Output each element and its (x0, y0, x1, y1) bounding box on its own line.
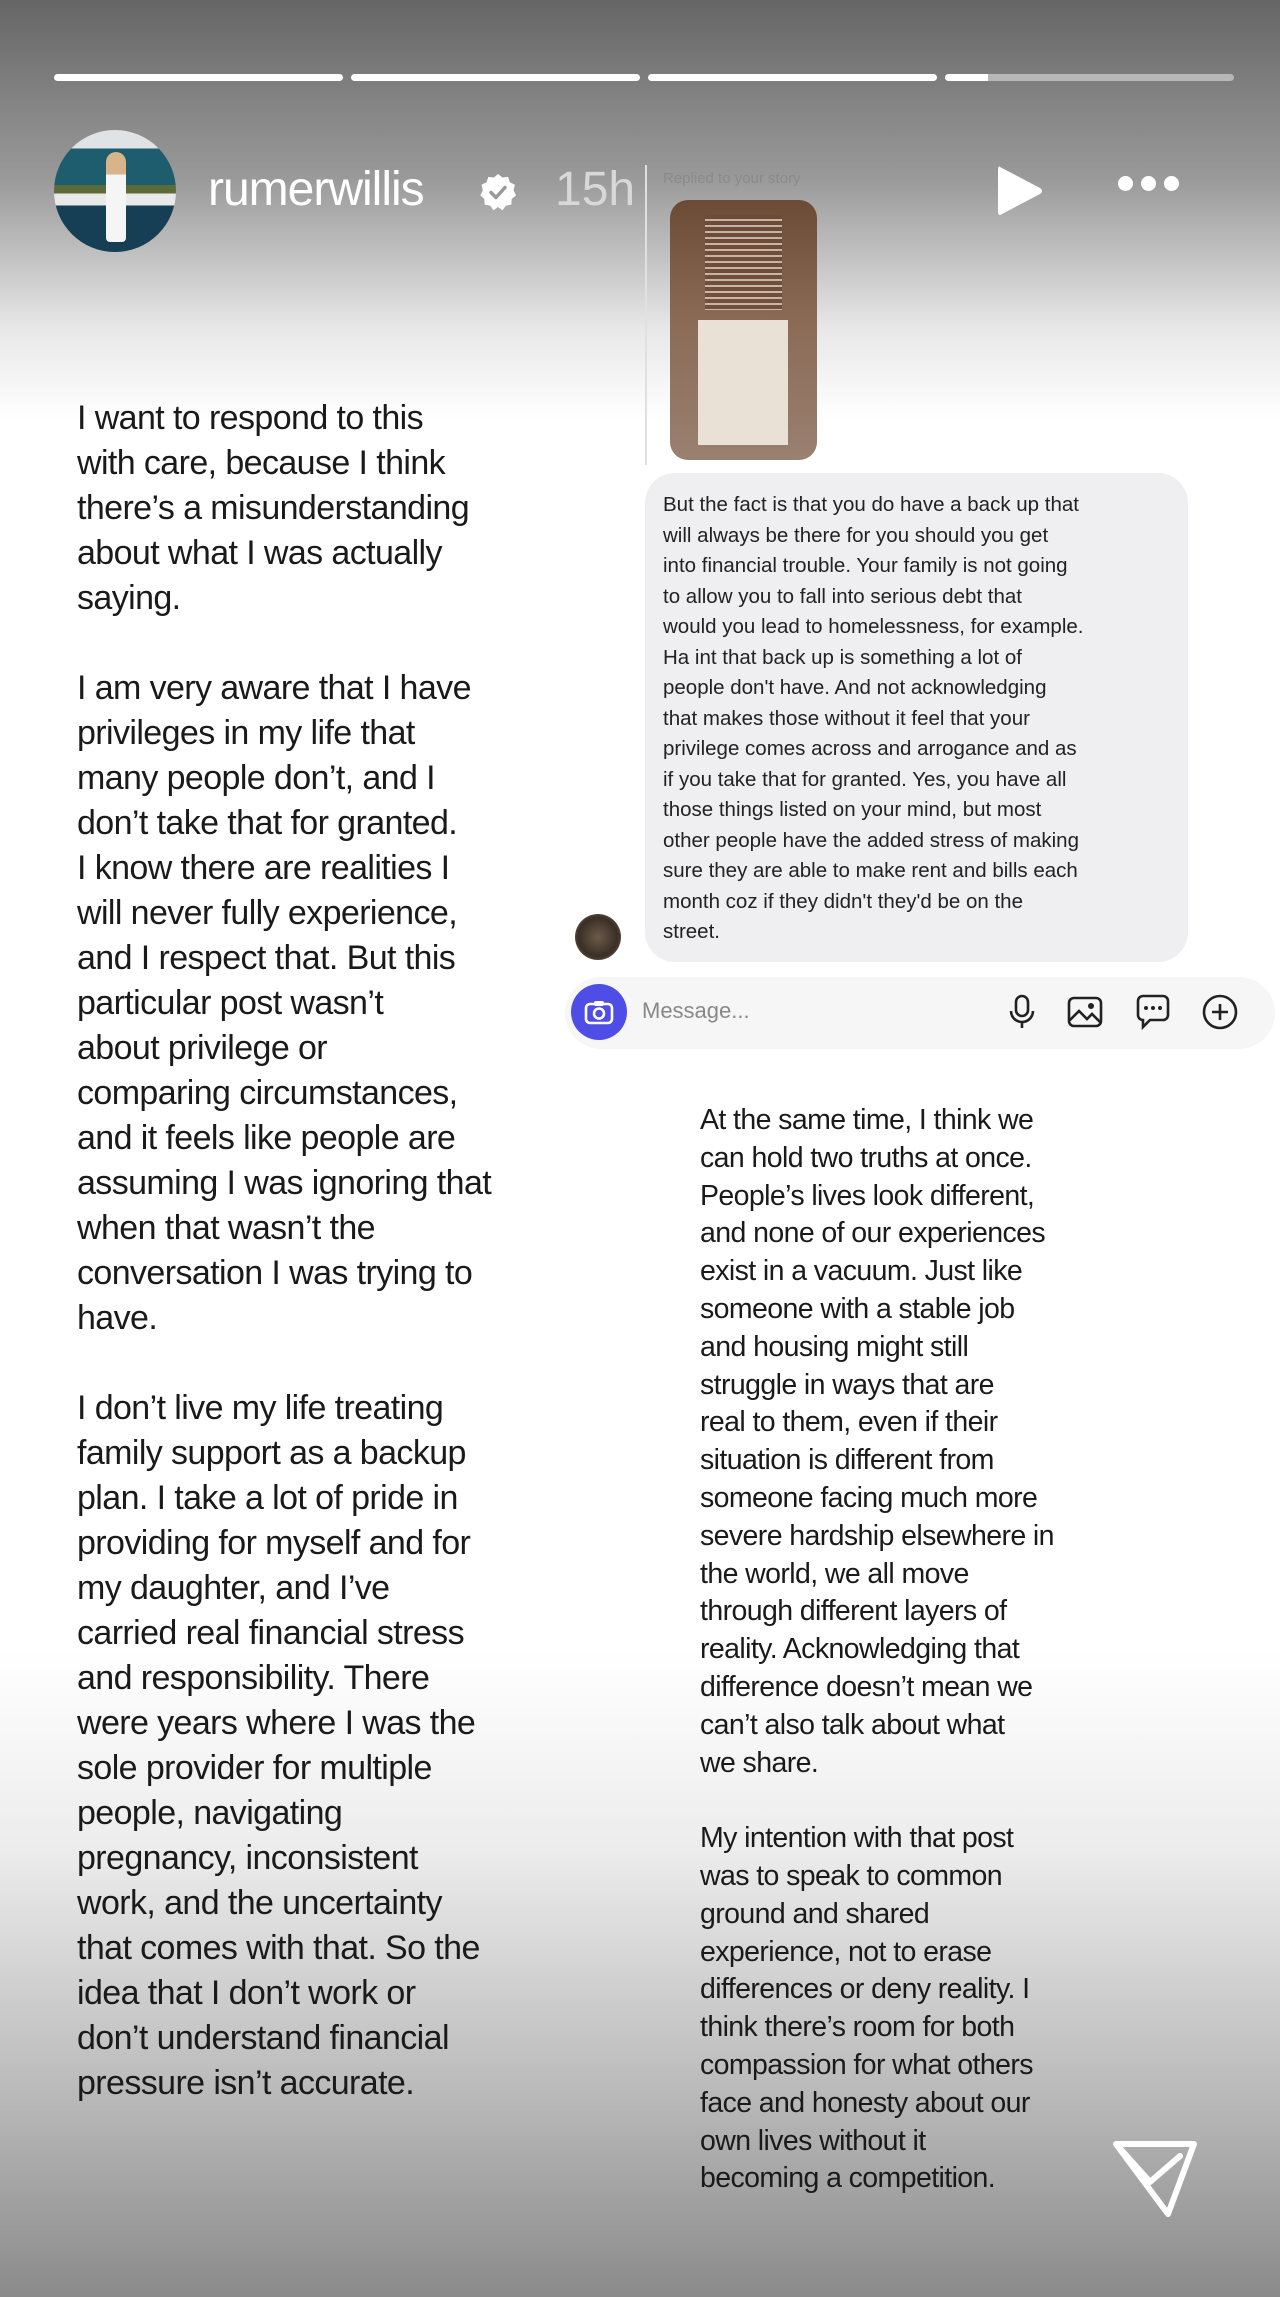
progress-segment (945, 74, 1234, 81)
progress-segment (351, 74, 640, 81)
story-text-left: I want to respond to this with care, because I think there’s a misunderstanding about what I was actually saying. I am very aware that I have privileges in my life that many people don’t, and I don’t take that for granted. I know there are realities I will never fully experience, and I respect that. But this particular post wasn’t about privilege or comparing circumstances, and it feels like people are assuming I was ignoring that when that wasn’t the conversation I was trying to have. I don’t live my life treating family support as a backup plan. I take a lot of pride in providing for myself and for my daughter, and I’ve carried real financial stress and responsibility. There were years where I was the sole provider for multiple people, navigating pregnancy, inconsistent work, and the uncertainty that comes with that. So the idea that I don’t work or don’t understand financial pressure isn’t accurate. (77, 399, 492, 2102)
username[interactable]: rumerwillis (208, 163, 424, 216)
play-icon[interactable] (994, 163, 1046, 219)
message-input[interactable]: Message... (642, 998, 750, 1023)
avatar[interactable] (54, 130, 176, 252)
story-text-right: At the same time, I think we can hold two truths at once. People’s lives look different, and none of our experiences exist in a vacuum. Just like someone with a stable job and housing might still struggle in ways that are real to them, even if their situation is different from someone facing much more severe hardship elsewhere in the world, we all move through different layers of reality. Acknowledging that difference doesn’t mean we can’t also talk about what we share. My intention with that post was to speak to common ground and shared experience, not to erase differences or deny reality. I think there’s room for both compassion for what others face and honesty about our own lives without it becoming a competition. (700, 1104, 1054, 2195)
more-options-button[interactable] (1118, 176, 1179, 191)
timestamp: 15h (555, 163, 636, 216)
microphone-icon[interactable] (1001, 991, 1043, 1033)
progress-segment (54, 74, 343, 81)
reply-divider (645, 165, 647, 465)
add-icon[interactable] (1199, 991, 1241, 1033)
message-text: But the fact is that you do have a back up that will always be there for you should you get into financial trouble. Your family is not going to allow you to fall into serious debt that would you lead to homelessness, for example. Ha int that back up is something a lot of people don't have. And not acknowledging that makes those without it feel that your privilege comes across and arrogance and as if you take that for granted. Yes, you have all those things listed on your mind, but most other people have the added stress of making sure they are able to make rent and bills each month coz if they didn't they'd be on the street. (663, 493, 1084, 943)
progress-segment (648, 74, 937, 81)
story-thumbnail[interactable] (670, 200, 817, 460)
gallery-icon[interactable] (1064, 991, 1106, 1033)
chat-sticker-icon[interactable] (1132, 991, 1174, 1033)
replied-label: Replied to your story (663, 170, 801, 187)
send-icon[interactable] (1110, 2138, 1200, 2220)
story-progress (54, 74, 1234, 81)
verified-badge-icon (478, 172, 518, 212)
